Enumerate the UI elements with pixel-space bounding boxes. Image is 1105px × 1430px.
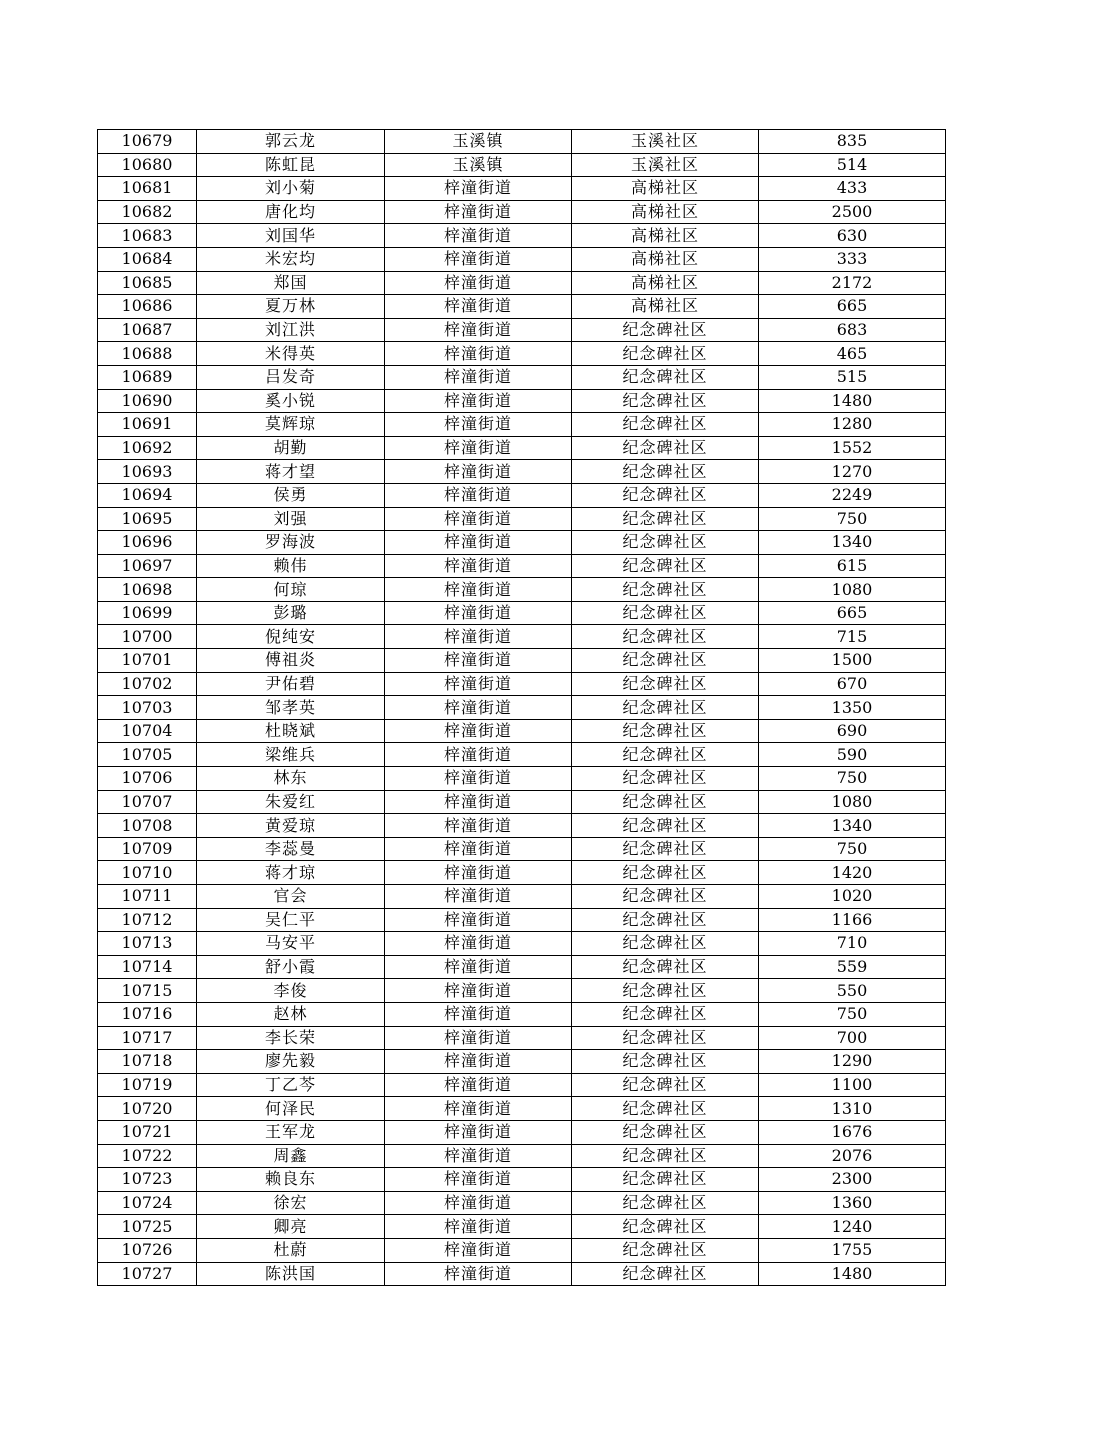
amount-cell: 1755 <box>759 1238 946 1262</box>
community-cell: 纪念碑社区 <box>572 389 759 413</box>
row-number-cell: 10727 <box>98 1262 197 1286</box>
street-cell: 梓潼街道 <box>385 979 572 1003</box>
table-row <box>98 649 946 673</box>
row-number-cell: 10692 <box>98 436 197 460</box>
street-cell: 梓潼街道 <box>385 271 572 295</box>
community-cell: 纪念碑社区 <box>572 1120 759 1144</box>
table-row <box>98 767 946 791</box>
name-cell: 赖伟 <box>197 554 385 578</box>
table-row <box>98 885 946 909</box>
street-cell: 梓潼街道 <box>385 696 572 720</box>
community-cell: 纪念碑社区 <box>572 436 759 460</box>
amount-cell: 750 <box>759 507 946 531</box>
amount-cell: 670 <box>759 672 946 696</box>
table-row <box>98 601 946 625</box>
name-cell: 唐化均 <box>197 200 385 224</box>
amount-cell: 1080 <box>759 790 946 814</box>
community-cell: 纪念碑社区 <box>572 955 759 979</box>
amount-cell: 433 <box>759 177 946 201</box>
street-cell: 梓潼街道 <box>385 767 572 791</box>
name-cell: 吴仁平 <box>197 908 385 932</box>
amount-cell: 750 <box>759 837 946 861</box>
community-cell: 玉溪社区 <box>572 153 759 177</box>
table-row <box>98 1120 946 1144</box>
amount-cell: 1676 <box>759 1120 946 1144</box>
row-number-cell: 10723 <box>98 1168 197 1192</box>
community-cell: 纪念碑社区 <box>572 531 759 555</box>
row-number-cell: 10683 <box>98 224 197 248</box>
community-cell: 纪念碑社区 <box>572 1050 759 1074</box>
table-row <box>98 224 946 248</box>
amount-cell: 2249 <box>759 483 946 507</box>
table-row <box>98 578 946 602</box>
street-cell: 梓潼街道 <box>385 342 572 366</box>
street-cell: 梓潼街道 <box>385 224 572 248</box>
name-cell: 李长荣 <box>197 1026 385 1050</box>
amount-cell: 1280 <box>759 413 946 437</box>
row-number-cell: 10696 <box>98 531 197 555</box>
community-cell: 纪念碑社区 <box>572 460 759 484</box>
name-cell: 侯勇 <box>197 483 385 507</box>
row-number-cell: 10698 <box>98 578 197 602</box>
name-cell: 黄爱琼 <box>197 814 385 838</box>
name-cell: 赖良东 <box>197 1168 385 1192</box>
table-row <box>98 979 946 1003</box>
community-cell: 纪念碑社区 <box>572 625 759 649</box>
table-row <box>98 625 946 649</box>
amount-cell: 1420 <box>759 861 946 885</box>
name-cell: 奚小锐 <box>197 389 385 413</box>
amount-cell: 665 <box>759 601 946 625</box>
table-row <box>98 554 946 578</box>
street-cell: 梓潼街道 <box>385 177 572 201</box>
row-number-cell: 10695 <box>98 507 197 531</box>
community-cell: 高梯社区 <box>572 200 759 224</box>
name-cell: 赵林 <box>197 1002 385 1026</box>
row-number-cell: 10679 <box>98 130 197 154</box>
community-cell: 纪念碑社区 <box>572 1238 759 1262</box>
street-cell: 梓潼街道 <box>385 413 572 437</box>
amount-cell: 1340 <box>759 531 946 555</box>
community-cell: 纪念碑社区 <box>572 554 759 578</box>
name-cell: 米得英 <box>197 342 385 366</box>
row-number-cell: 10687 <box>98 318 197 342</box>
street-cell: 梓潼街道 <box>385 318 572 342</box>
community-cell: 纪念碑社区 <box>572 814 759 838</box>
name-cell: 倪纯安 <box>197 625 385 649</box>
name-cell: 蒋才琼 <box>197 861 385 885</box>
community-cell: 纪念碑社区 <box>572 1168 759 1192</box>
amount-cell: 690 <box>759 719 946 743</box>
amount-cell: 1310 <box>759 1097 946 1121</box>
street-cell: 梓潼街道 <box>385 1097 572 1121</box>
table-row <box>98 696 946 720</box>
amount-cell: 2300 <box>759 1168 946 1192</box>
street-cell: 梓潼街道 <box>385 483 572 507</box>
street-cell: 梓潼街道 <box>385 1262 572 1286</box>
table-row <box>98 1073 946 1097</box>
street-cell: 玉溪镇 <box>385 130 572 154</box>
amount-cell: 1340 <box>759 814 946 838</box>
name-cell: 罗海波 <box>197 531 385 555</box>
community-cell: 纪念碑社区 <box>572 1002 759 1026</box>
amount-cell: 710 <box>759 932 946 956</box>
amount-cell: 700 <box>759 1026 946 1050</box>
name-cell: 彭璐 <box>197 601 385 625</box>
row-number-cell: 10719 <box>98 1073 197 1097</box>
community-cell: 纪念碑社区 <box>572 342 759 366</box>
name-cell: 刘小菊 <box>197 177 385 201</box>
name-cell: 郭云龙 <box>197 130 385 154</box>
amount-cell: 615 <box>759 554 946 578</box>
amount-cell: 2172 <box>759 271 946 295</box>
street-cell: 梓潼街道 <box>385 743 572 767</box>
community-cell: 纪念碑社区 <box>572 932 759 956</box>
row-number-cell: 10705 <box>98 743 197 767</box>
street-cell: 梓潼街道 <box>385 814 572 838</box>
name-cell: 朱爱红 <box>197 790 385 814</box>
street-cell: 梓潼街道 <box>385 1168 572 1192</box>
table-row <box>98 814 946 838</box>
name-cell: 王军龙 <box>197 1120 385 1144</box>
street-cell: 梓潼街道 <box>385 554 572 578</box>
street-cell: 梓潼街道 <box>385 672 572 696</box>
community-cell: 纪念碑社区 <box>572 672 759 696</box>
table-row <box>98 955 946 979</box>
table-row <box>98 1144 946 1168</box>
table-row <box>98 153 946 177</box>
name-cell: 邹孝英 <box>197 696 385 720</box>
table-row <box>98 743 946 767</box>
row-number-cell: 10690 <box>98 389 197 413</box>
amount-cell: 1552 <box>759 436 946 460</box>
row-number-cell: 10689 <box>98 365 197 389</box>
row-number-cell: 10703 <box>98 696 197 720</box>
amount-cell: 2076 <box>759 1144 946 1168</box>
amount-cell: 550 <box>759 979 946 1003</box>
street-cell: 梓潼街道 <box>385 837 572 861</box>
name-cell: 刘江洪 <box>197 318 385 342</box>
row-number-cell: 10717 <box>98 1026 197 1050</box>
table-row <box>98 837 946 861</box>
amount-cell: 1350 <box>759 696 946 720</box>
community-cell: 纪念碑社区 <box>572 578 759 602</box>
amount-cell: 590 <box>759 743 946 767</box>
community-cell: 纪念碑社区 <box>572 1026 759 1050</box>
amount-cell: 1270 <box>759 460 946 484</box>
name-cell: 胡勤 <box>197 436 385 460</box>
name-cell: 林东 <box>197 767 385 791</box>
table-row <box>98 1097 946 1121</box>
table-row <box>98 389 946 413</box>
name-cell: 李俊 <box>197 979 385 1003</box>
name-cell: 何泽民 <box>197 1097 385 1121</box>
community-cell: 纪念碑社区 <box>572 1191 759 1215</box>
row-number-cell: 10718 <box>98 1050 197 1074</box>
table-row <box>98 1215 946 1239</box>
community-cell: 纪念碑社区 <box>572 601 759 625</box>
name-cell: 马安平 <box>197 932 385 956</box>
table-row <box>98 365 946 389</box>
community-cell: 高梯社区 <box>572 271 759 295</box>
community-cell: 纪念碑社区 <box>572 861 759 885</box>
name-cell: 何琼 <box>197 578 385 602</box>
street-cell: 梓潼街道 <box>385 601 572 625</box>
community-cell: 纪念碑社区 <box>572 885 759 909</box>
amount-cell: 1480 <box>759 389 946 413</box>
street-cell: 梓潼街道 <box>385 295 572 319</box>
name-cell: 陈虹昆 <box>197 153 385 177</box>
table-row <box>98 507 946 531</box>
community-cell: 纪念碑社区 <box>572 719 759 743</box>
name-cell: 傅祖炎 <box>197 649 385 673</box>
table-row <box>98 247 946 271</box>
name-cell: 廖先毅 <box>197 1050 385 1074</box>
amount-cell: 1166 <box>759 908 946 932</box>
street-cell: 梓潼街道 <box>385 1073 572 1097</box>
street-cell: 梓潼街道 <box>385 885 572 909</box>
row-number-cell: 10681 <box>98 177 197 201</box>
street-cell: 梓潼街道 <box>385 1120 572 1144</box>
community-cell: 纪念碑社区 <box>572 413 759 437</box>
name-cell: 陈洪国 <box>197 1262 385 1286</box>
row-number-cell: 10709 <box>98 837 197 861</box>
table-row <box>98 719 946 743</box>
amount-cell: 514 <box>759 153 946 177</box>
name-cell: 徐宏 <box>197 1191 385 1215</box>
amount-cell: 715 <box>759 625 946 649</box>
community-cell: 纪念碑社区 <box>572 1215 759 1239</box>
table-row <box>98 531 946 555</box>
community-cell: 纪念碑社区 <box>572 1097 759 1121</box>
amount-cell: 1080 <box>759 578 946 602</box>
name-cell: 卿亮 <box>197 1215 385 1239</box>
name-cell: 周鑫 <box>197 1144 385 1168</box>
table-row <box>98 1050 946 1074</box>
table-row <box>98 318 946 342</box>
row-number-cell: 10710 <box>98 861 197 885</box>
street-cell: 梓潼街道 <box>385 1238 572 1262</box>
street-cell: 梓潼街道 <box>385 365 572 389</box>
amount-cell: 465 <box>759 342 946 366</box>
row-number-cell: 10725 <box>98 1215 197 1239</box>
community-cell: 纪念碑社区 <box>572 837 759 861</box>
table-row <box>98 413 946 437</box>
community-cell: 纪念碑社区 <box>572 979 759 1003</box>
street-cell: 梓潼街道 <box>385 531 572 555</box>
row-number-cell: 10720 <box>98 1097 197 1121</box>
street-cell: 梓潼街道 <box>385 1215 572 1239</box>
amount-cell: 1500 <box>759 649 946 673</box>
amount-cell: 1480 <box>759 1262 946 1286</box>
community-cell: 纪念碑社区 <box>572 649 759 673</box>
table-row <box>98 672 946 696</box>
community-cell: 纪念碑社区 <box>572 743 759 767</box>
community-cell: 纪念碑社区 <box>572 1144 759 1168</box>
row-number-cell: 10688 <box>98 342 197 366</box>
row-number-cell: 10701 <box>98 649 197 673</box>
name-cell: 梁维兵 <box>197 743 385 767</box>
community-cell: 高梯社区 <box>572 247 759 271</box>
street-cell: 梓潼街道 <box>385 1144 572 1168</box>
street-cell: 梓潼街道 <box>385 649 572 673</box>
name-cell: 郑国 <box>197 271 385 295</box>
table-row <box>98 790 946 814</box>
amount-cell: 1290 <box>759 1050 946 1074</box>
community-cell: 纪念碑社区 <box>572 318 759 342</box>
street-cell: 梓潼街道 <box>385 200 572 224</box>
row-number-cell: 10686 <box>98 295 197 319</box>
row-number-cell: 10699 <box>98 601 197 625</box>
row-number-cell: 10726 <box>98 1238 197 1262</box>
name-cell: 刘强 <box>197 507 385 531</box>
table-row <box>98 932 946 956</box>
row-number-cell: 10714 <box>98 955 197 979</box>
street-cell: 梓潼街道 <box>385 861 572 885</box>
street-cell: 梓潼街道 <box>385 932 572 956</box>
name-cell: 莫辉琼 <box>197 413 385 437</box>
amount-cell: 665 <box>759 295 946 319</box>
name-cell: 李蕊曼 <box>197 837 385 861</box>
street-cell: 梓潼街道 <box>385 1002 572 1026</box>
amount-cell: 2500 <box>759 200 946 224</box>
street-cell: 梓潼街道 <box>385 1026 572 1050</box>
amount-cell: 1360 <box>759 1191 946 1215</box>
name-cell: 米宏均 <box>197 247 385 271</box>
row-number-cell: 10700 <box>98 625 197 649</box>
community-cell: 纪念碑社区 <box>572 483 759 507</box>
street-cell: 梓潼街道 <box>385 507 572 531</box>
table-row <box>98 1262 946 1286</box>
row-number-cell: 10685 <box>98 271 197 295</box>
street-cell: 梓潼街道 <box>385 436 572 460</box>
row-number-cell: 10682 <box>98 200 197 224</box>
table-body <box>98 130 946 1286</box>
street-cell: 梓潼街道 <box>385 625 572 649</box>
row-number-cell: 10713 <box>98 932 197 956</box>
table-row <box>98 177 946 201</box>
name-cell: 蒋才望 <box>197 460 385 484</box>
table-row <box>98 1168 946 1192</box>
table-row <box>98 130 946 154</box>
community-cell: 高梯社区 <box>572 295 759 319</box>
amount-cell: 1100 <box>759 1073 946 1097</box>
table-row <box>98 271 946 295</box>
amount-cell: 750 <box>759 767 946 791</box>
name-cell: 舒小霞 <box>197 955 385 979</box>
street-cell: 梓潼街道 <box>385 719 572 743</box>
street-cell: 梓潼街道 <box>385 790 572 814</box>
name-cell: 丁乙芩 <box>197 1073 385 1097</box>
row-number-cell: 10693 <box>98 460 197 484</box>
street-cell: 梓潼街道 <box>385 247 572 271</box>
amount-cell: 1020 <box>759 885 946 909</box>
community-cell: 高梯社区 <box>572 224 759 248</box>
row-number-cell: 10708 <box>98 814 197 838</box>
table-row <box>98 908 946 932</box>
community-cell: 纪念碑社区 <box>572 1262 759 1286</box>
table-row <box>98 1238 946 1262</box>
amount-cell: 515 <box>759 365 946 389</box>
row-number-cell: 10722 <box>98 1144 197 1168</box>
community-cell: 纪念碑社区 <box>572 1073 759 1097</box>
amount-cell: 750 <box>759 1002 946 1026</box>
row-number-cell: 10707 <box>98 790 197 814</box>
amount-cell: 333 <box>759 247 946 271</box>
community-cell: 纪念碑社区 <box>572 908 759 932</box>
street-cell: 梓潼街道 <box>385 578 572 602</box>
row-number-cell: 10724 <box>98 1191 197 1215</box>
table-row <box>98 436 946 460</box>
street-cell: 梓潼街道 <box>385 955 572 979</box>
street-cell: 梓潼街道 <box>385 1191 572 1215</box>
name-cell: 尹佑碧 <box>197 672 385 696</box>
community-cell: 纪念碑社区 <box>572 507 759 531</box>
row-number-cell: 10680 <box>98 153 197 177</box>
table-row <box>98 1026 946 1050</box>
community-cell: 高梯社区 <box>572 177 759 201</box>
row-number-cell: 10706 <box>98 767 197 791</box>
table-row <box>98 342 946 366</box>
row-number-cell: 10712 <box>98 908 197 932</box>
name-cell: 杜晓斌 <box>197 719 385 743</box>
table-row <box>98 483 946 507</box>
row-number-cell: 10702 <box>98 672 197 696</box>
name-cell: 吕发奇 <box>197 365 385 389</box>
amount-cell: 630 <box>759 224 946 248</box>
amount-cell: 559 <box>759 955 946 979</box>
name-cell: 杜蔚 <box>197 1238 385 1262</box>
name-cell: 官会 <box>197 885 385 909</box>
name-cell: 刘国华 <box>197 224 385 248</box>
street-cell: 梓潼街道 <box>385 460 572 484</box>
table-row <box>98 1002 946 1026</box>
street-cell: 梓潼街道 <box>385 908 572 932</box>
row-number-cell: 10697 <box>98 554 197 578</box>
table-row <box>98 295 946 319</box>
amount-cell: 835 <box>759 130 946 154</box>
community-cell: 纪念碑社区 <box>572 696 759 720</box>
data-table <box>97 129 946 1286</box>
amount-cell: 1240 <box>759 1215 946 1239</box>
row-number-cell: 10694 <box>98 483 197 507</box>
name-cell: 夏万林 <box>197 295 385 319</box>
row-number-cell: 10684 <box>98 247 197 271</box>
row-number-cell: 10711 <box>98 885 197 909</box>
row-number-cell: 10716 <box>98 1002 197 1026</box>
table-row <box>98 460 946 484</box>
street-cell: 玉溪镇 <box>385 153 572 177</box>
street-cell: 梓潼街道 <box>385 389 572 413</box>
row-number-cell: 10721 <box>98 1120 197 1144</box>
community-cell: 纪念碑社区 <box>572 365 759 389</box>
table-row <box>98 200 946 224</box>
table-row <box>98 861 946 885</box>
row-number-cell: 10704 <box>98 719 197 743</box>
amount-cell: 683 <box>759 318 946 342</box>
table-row <box>98 1191 946 1215</box>
row-number-cell: 10691 <box>98 413 197 437</box>
row-number-cell: 10715 <box>98 979 197 1003</box>
community-cell: 玉溪社区 <box>572 130 759 154</box>
community-cell: 纪念碑社区 <box>572 790 759 814</box>
street-cell: 梓潼街道 <box>385 1050 572 1074</box>
community-cell: 纪念碑社区 <box>572 767 759 791</box>
